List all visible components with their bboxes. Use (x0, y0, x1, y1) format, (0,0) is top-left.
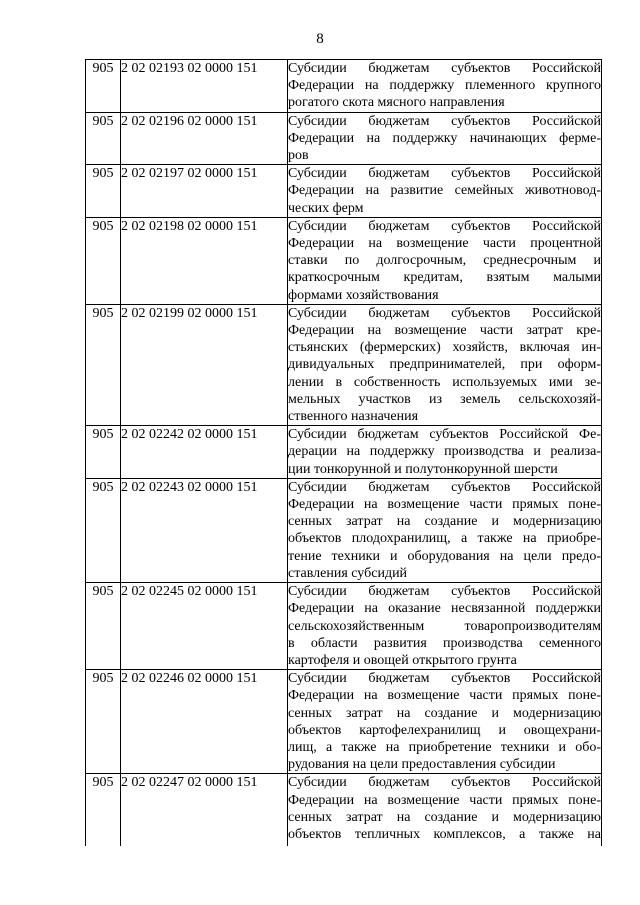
description-cell (288, 217, 602, 304)
table-row (86, 304, 602, 425)
budget-code-cell: 2 02 02197 02 0000 151 (121, 165, 288, 218)
budget-code-cell: 2 02 02247 02 0000 151 (121, 774, 288, 847)
description-line: ции тонкорунной и полутонкорунной шерсти (288, 461, 558, 477)
admin-code-cell: 905 (86, 426, 121, 479)
description-line: Субсидии бюджетам субъектов Российской (288, 166, 601, 182)
description-line: ственного назначения (288, 409, 419, 425)
table-row (86, 426, 602, 479)
table-row (86, 583, 602, 670)
budget-code-cell: 2 02 02246 02 0000 151 (121, 670, 288, 774)
description-line: Субсидии бюджетам субъектов Российской (288, 479, 601, 495)
admin-code-cell: 905 (86, 112, 121, 165)
description-line: лении в собственность используемых ими зе- (288, 374, 601, 390)
description-line: мельных участков из земель сельскохозяй- (288, 391, 601, 407)
description-cell (288, 774, 602, 847)
description-line: объектов плодохранилищ, а также на приобре- (288, 531, 601, 547)
budget-code-cell: 2 02 02245 02 0000 151 (121, 583, 288, 670)
admin-code-cell: 905 (86, 670, 121, 774)
description-line: Федерации на возмещение части прямых поне- (288, 497, 601, 513)
description-line: Субсидии бюджетам субъектов Российской (288, 775, 601, 791)
description-line: дерации на поддержку производства и реализа- (288, 444, 601, 460)
description-line: Федерации на возмещение части прямых поне- (288, 688, 601, 704)
description-cell (288, 165, 602, 218)
description-line: дивидуальных предпринимателей, при оформ- (288, 357, 601, 373)
description-cell (288, 478, 602, 582)
table-row (86, 165, 602, 218)
description-line: Федерации на возмещение части затрат кре- (288, 323, 601, 339)
description-cell (288, 304, 602, 425)
description-line: ров (288, 148, 309, 164)
description-line: Субсидии бюджетам субъектов Российской (288, 305, 601, 321)
description-line: Субсидии бюджетам субъектов Российской Фе- (288, 427, 601, 443)
description-line: Федерации на возмещение части прямых поне- (288, 792, 601, 808)
description-line: сельскохозяйственным товаропроизводителям (288, 618, 601, 634)
budget-code-cell: 2 02 02198 02 0000 151 (121, 217, 288, 304)
description-line: ставления субсидий (288, 565, 408, 581)
description-line: лищ, а также на приобретение техники и обо- (288, 739, 601, 755)
revenue-codes-table (85, 59, 602, 846)
table-row (86, 60, 602, 113)
table-row (86, 670, 602, 774)
description-line: сенных затрат на создание и модернизацию (288, 809, 601, 825)
description-line: стьянских (фермерских) хозяйств, включая ин- (288, 340, 601, 356)
description-line: Федерации на развитие семейных животновод- (288, 183, 601, 199)
table-row (86, 112, 602, 165)
description-line: тение техники и оборудования на цели предо- (288, 548, 601, 564)
description-line: Федерации на поддержку начинающих фермe- (288, 130, 601, 146)
admin-code-cell: 905 (86, 478, 121, 582)
admin-code-cell: 905 (86, 304, 121, 425)
page-number: 8 (316, 31, 324, 47)
description-line: Субсидии бюджетам субъектов Российской (288, 61, 601, 76)
table-body (86, 60, 602, 847)
admin-code-cell: 905 (86, 583, 121, 670)
budget-code-cell: 2 02 02196 02 0000 151 (121, 112, 288, 165)
description-line: Субсидии бюджетам субъектов Российской (288, 584, 601, 600)
description-line: Федерации на поддержку племенного крупного (288, 78, 601, 94)
description-line: Субсидии бюджетам субъектов Российской (288, 113, 601, 129)
description-line: сенных затрат на создание и модернизацию (288, 705, 601, 721)
admin-code-cell: 905 (86, 60, 121, 113)
description-line: рудования на цели предоставления субсидии (288, 757, 556, 773)
description-line: ческих ферм (288, 200, 364, 216)
admin-code-cell: 905 (86, 774, 121, 847)
admin-code-cell: 905 (86, 165, 121, 218)
table-row (86, 217, 602, 304)
description-line: объектов тепличных комплексов, а также на (288, 826, 601, 842)
budget-code-cell: 2 02 02243 02 0000 151 (121, 478, 288, 582)
admin-code-cell: 905 (86, 217, 121, 304)
description-line: картофеля и овощей открытого грунта (288, 652, 517, 668)
description-cell (288, 583, 602, 670)
description-line: в области развития производства семенного (288, 635, 601, 651)
description-line: Субсидии бюджетам субъектов Российской (288, 671, 601, 687)
description-line: ставки по долгосрочным, среднесрочным и (288, 253, 601, 269)
description-line: рогатого скота мясного направления (288, 95, 505, 111)
description-line: формами хозяйствования (288, 287, 439, 303)
description-cell (288, 112, 602, 165)
table-row (86, 478, 602, 582)
description-line: объектов картофелехранилищ и овощехрани- (288, 722, 601, 738)
description-cell (288, 60, 602, 113)
budget-code-cell: 2 02 02193 02 0000 151 (121, 60, 288, 113)
description-line: Субсидии бюджетам субъектов Российской (288, 218, 601, 234)
budget-code-cell: 2 02 02199 02 0000 151 (121, 304, 288, 425)
table-row (86, 774, 602, 847)
description-cell (288, 670, 602, 774)
budget-code-cell: 2 02 02242 02 0000 151 (121, 426, 288, 479)
description-line: сенных затрат на создание и модернизацию (288, 514, 601, 530)
description-line: Федерации на возмещение части процентной (288, 236, 601, 252)
description-cell (288, 426, 602, 479)
description-line: краткосрочным кредитам, взятым малыми (288, 270, 601, 286)
description-line: Федерации на оказание несвязанной поддержки (288, 601, 601, 617)
